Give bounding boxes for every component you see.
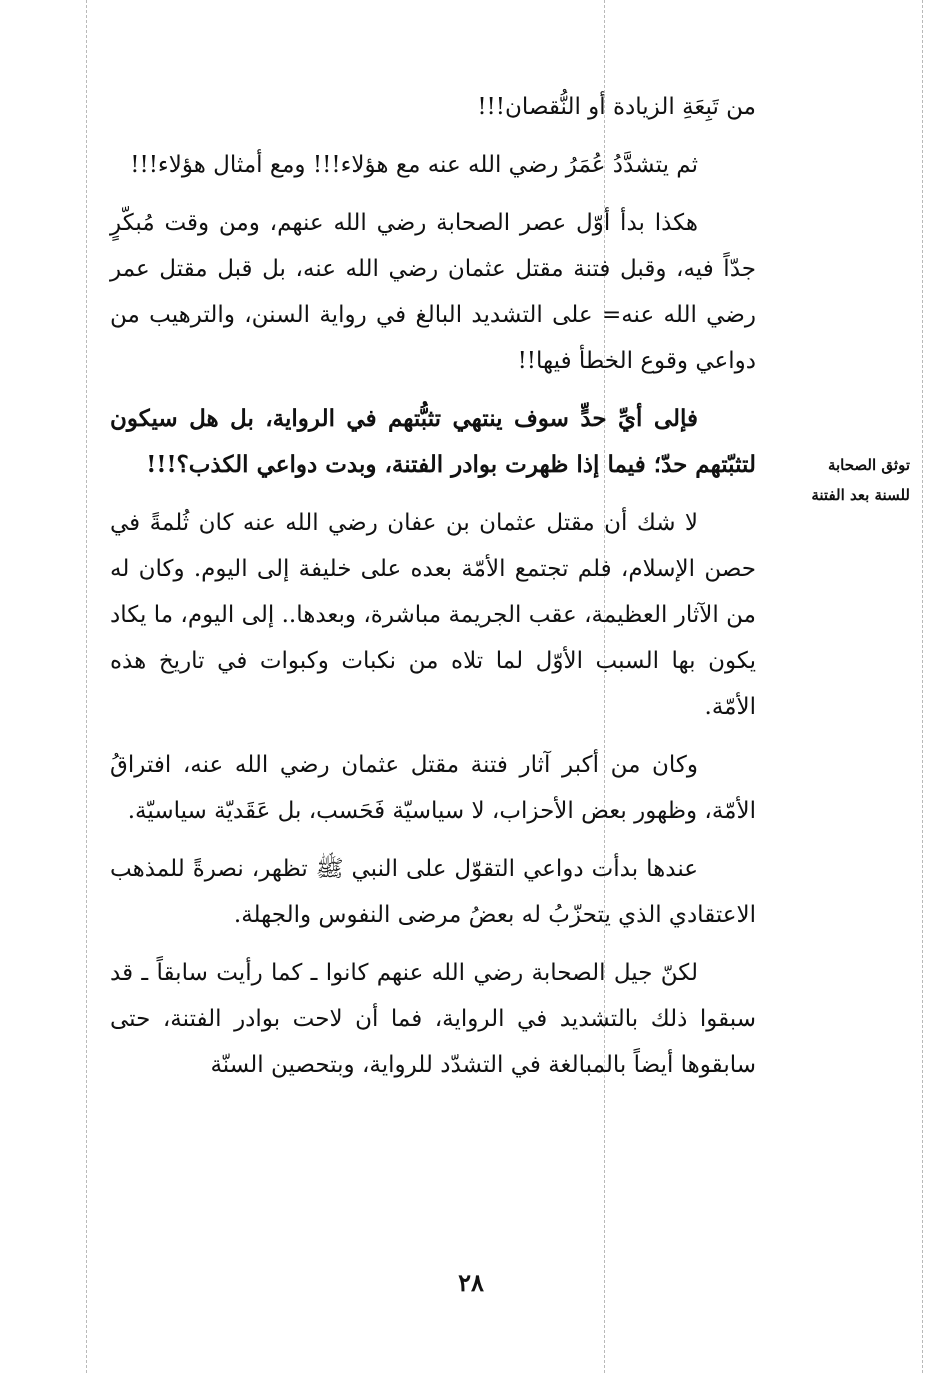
margin-note (786, 450, 910, 510)
paragraph-consequences: وكان من أكبر آثار فتنة مقتل عثمان رضي الله عنه، افتراقُ الأمّة، وظهور بعض الأحزاب، لا سياسيّة فَحَسب، بل عَقَديّة سياسيّة. (110, 752, 756, 824)
paragraph-continuation: من تَبِعَةِ الزيادة أو النُّقصان!!! (477, 94, 756, 120)
margin-note-line1: توثق الصحابة (827, 456, 910, 474)
paragraph-question: فإلى أيِّ حدٍّ سوف ينتهي تثبُّتهم في الرواية، بل هل سيكون لتثبّتهم حدّ؛ فيما إذا ظهرت بوادر الفتنة، وبدت دواعي الكذب؟!!! (110, 405, 756, 478)
paragraph-fabrication: عندها بدأت دواعي التقوّل على النبي ﷺ تظهر، نصرةً للمذهب الاعتقادي الذي يتحزّبُ له بعضُ مرضى النفوس والجهلة. (110, 856, 756, 928)
paragraph-early-era: هكذا بدأ أوّل عصر الصحابة رضي الله عنهم، ومن وقت مُبكّرٍ جدّاً فيه، وقبل فتنة مقتل عثمان رضي الله عنه، بل قبل مقتل عمر رضي الله عنه= على التشديد البالغ في رواية السنن، والترهيب من دواعي وقوع الخطأ فيها!! (110, 210, 756, 374)
page-number: ٢٨ (458, 1268, 484, 1297)
paragraph-companions: لكنّ جيل الصحابة رضي الله عنهم كانوا ـ كما رأيت سابقاً ـ قد سبقوا ذلك بالتشديد في الرواية، فما أن لاحت بوادر الفتنة، حتى سابقوها أيضاً بالمبالغة في التشدّد للرواية، وبتحصين السنّة (110, 960, 756, 1078)
main-text (110, 84, 756, 1088)
paragraph-uthman: لا شك أن مقتل عثمان بن عفان رضي الله عنه كان ثُلمةً في حصن الإسلام، فلم تجتمع الأمّة بعده على خليفة إلى اليوم. وكان له من الآثار العظيمة، عقب الجريمة مباشرة، وبعدها.. إلى اليوم، ما يكاد يكون بها السبب الأوّل لما تلاه من نكبات وكبوات في تاريخ هذه الأمّة. (110, 510, 756, 720)
scan-edge-right (922, 0, 923, 1373)
scan-edge-left (86, 0, 87, 1373)
margin-note-line2: للسنة بعد الفتنة (811, 486, 910, 504)
paragraph-umar: ثم يتشدَّدُ عُمَرُ رضي الله عنه مع هؤلاء!!! ومع أمثال هؤلاء!!! (130, 152, 698, 178)
